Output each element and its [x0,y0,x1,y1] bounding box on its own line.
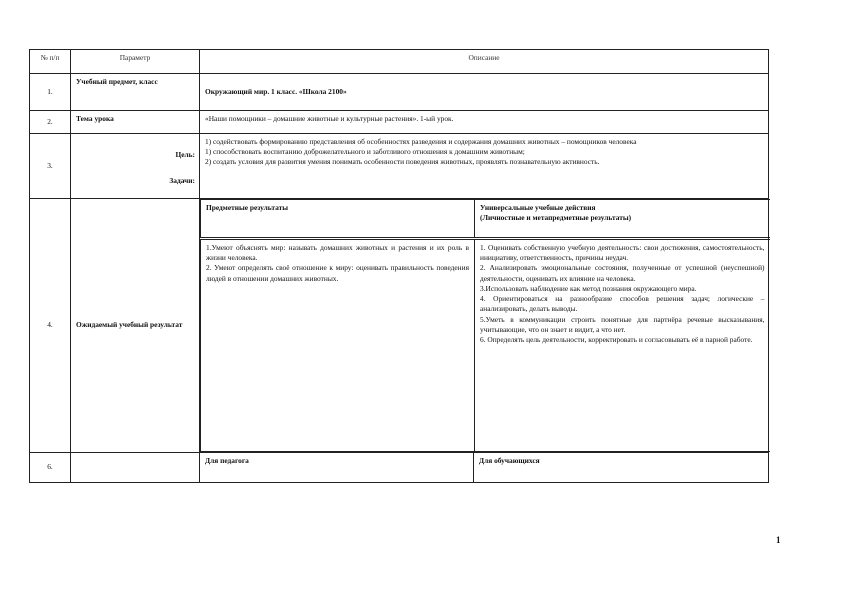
desc-cell: «Наши помощники – домашние животные и культурные растения». 1-ый урок. [200,111,769,134]
task-1-text: 1) способствовать воспитанию доброжелательного и заботливого отношения к домашним животным; [205,147,525,157]
list-item: 1.Умеют объяснять мир: называть домашних животных и растения и их роль в жизни человека. [206,243,469,263]
list-item: 2. Анализировать эмоциональные состояния, полученные от успешной (неуспешной) деятельности, оценивать их влияние на человека. [480,263,765,283]
tasks-label: Задачи: [169,176,195,185]
table-row [30,111,769,134]
goal-label: Цель: [175,150,195,159]
row-number: 2. [30,111,71,134]
list-item: 2. Умеют определять своё отношение к миру: оценивать правильность поведения людей в отношении домашних животных. [206,263,469,283]
header-desc: Описание [200,50,769,74]
table-row [30,134,769,199]
header-param: Параметр [71,50,200,74]
subject-results-heading: Предметные результаты [201,200,475,239]
universal-actions-list [475,239,770,452]
row-number: 6. [30,453,71,483]
param-cell: Учебный предмет, класс [71,74,200,111]
table-row [30,199,769,453]
row-number: 4. [30,199,71,453]
page-number: 1 [776,535,781,545]
table-row [30,453,769,483]
subject-results-list [201,239,475,452]
table-header-row [30,50,769,74]
students-cell: Для обучающихся [474,453,769,483]
row-number: 3. [30,134,71,199]
task-2-text: 2) создать условия для развития умения понимать особенности поведения животных, проявлять познавательную активность. [205,157,600,167]
universal-actions-heading: Универсальные учебные действия (Личностные и метапредметные результаты) [475,200,770,239]
teacher-cell: Для педагога [200,453,474,483]
header-num: № п/п [30,50,71,74]
list-item: 1. Оценивать собственную учебную деятельность: свои достижения, самостоятельность, инициативу, ответственность, причины неудач. [480,243,765,263]
param-cell: Тема урока [71,111,200,134]
results-cell [200,199,769,453]
goal-text: 1) содействовать формированию представления об особенностях разведения и содержания домашних животных – помощников человека [205,137,637,146]
table-row [30,74,769,111]
results-subtable [200,199,770,452]
list-item: 4. Ориентироваться на разнообразие способов решения задач; логические – анализировать, делать выводы. [480,294,765,314]
desc-cell [200,134,769,199]
param-cell: Ожидаемый учебный результат [71,199,200,453]
list-item: 3.Использовать наблюдение как метод познания окружающего мира. [480,283,697,293]
param-cell [71,453,200,483]
desc-cell: Окружающий мир. 1 класс. «Школа 2100» [200,74,769,111]
list-item: 6. Определять цель деятельности, корректировать и согласовывать её в парной работе. [480,334,753,344]
list-item: 5.Уметь в коммуникации строить понятные для партнёра речевые высказывания, учитывающие, что он знает и видит, а что нет. [480,314,765,334]
row-number: 1. [30,74,71,111]
param-cell [71,134,200,199]
lesson-plan-table [29,49,769,483]
